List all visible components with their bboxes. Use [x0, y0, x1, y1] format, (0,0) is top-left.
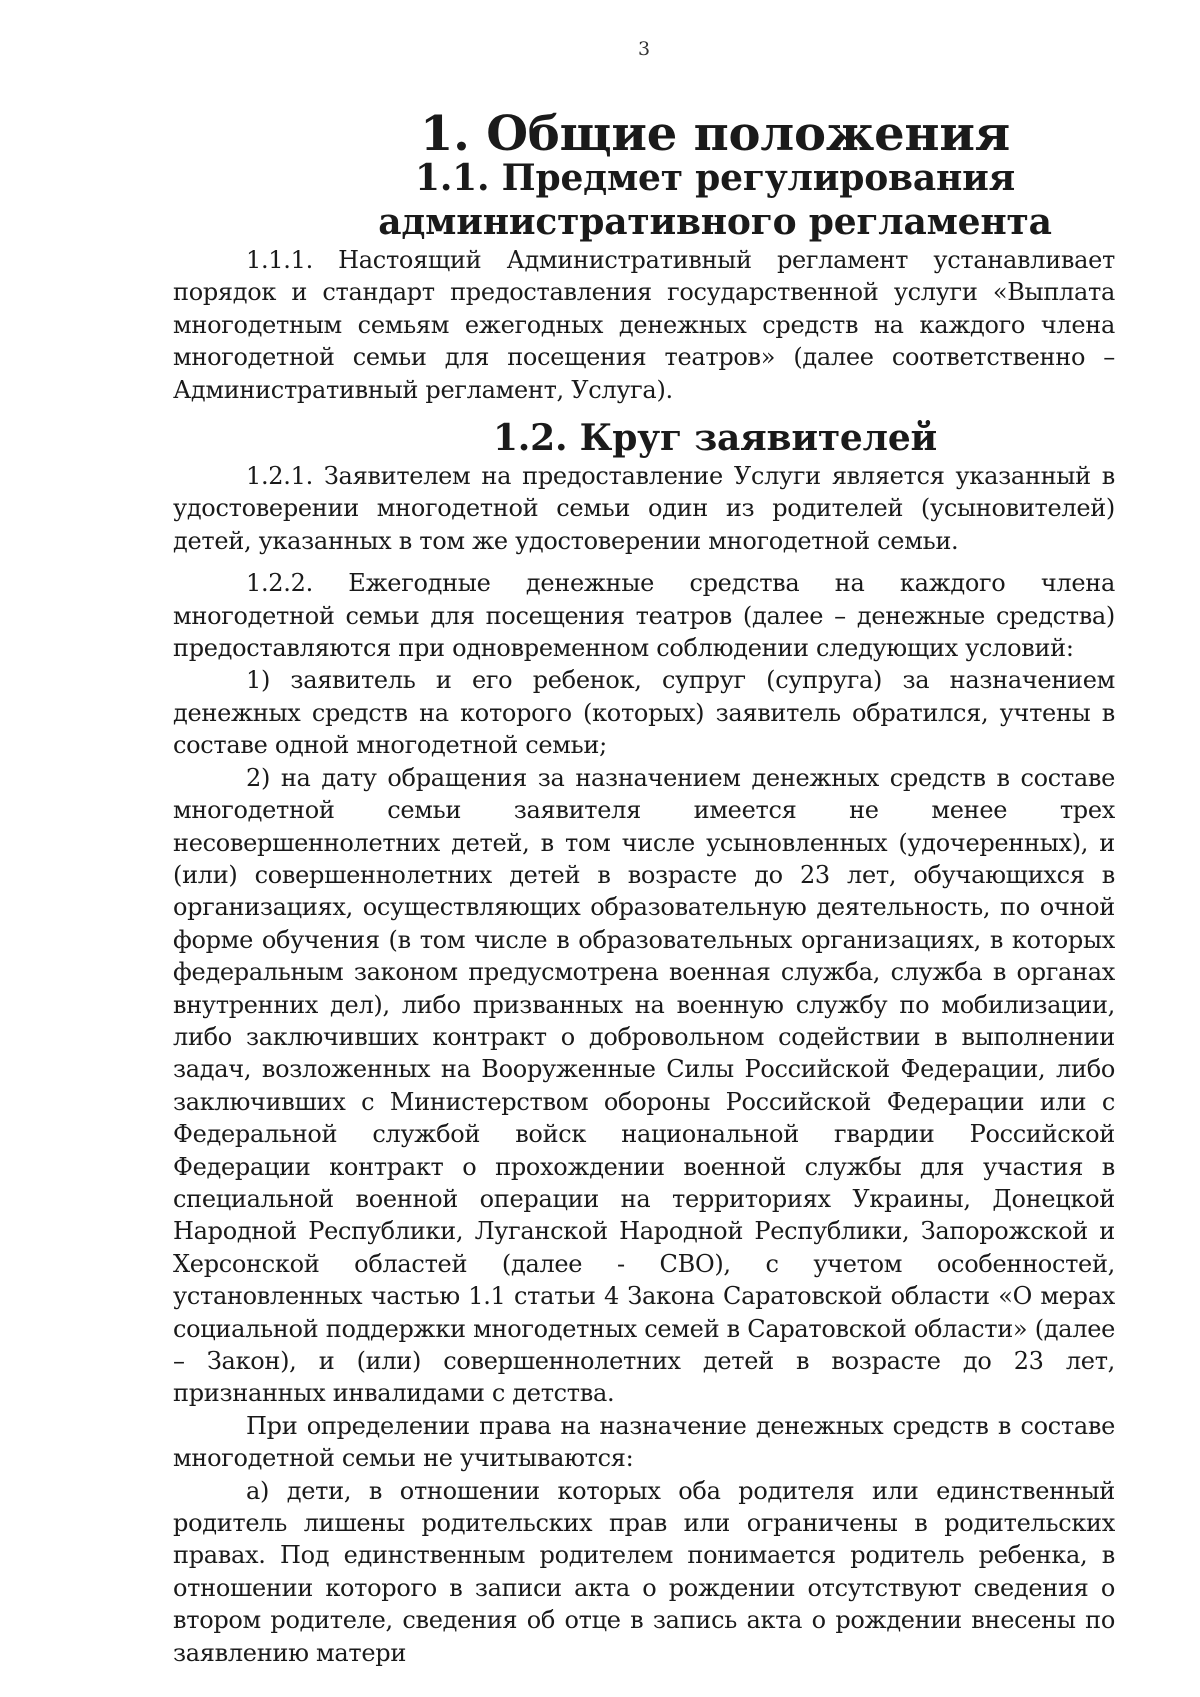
list-item: 2) на дату обращения за назначением денежных средств в составе многодетной семьи заявителя имеется не менее трех несовершеннолетних детей, в том числе усыновленных (удочеренных), и (или) совершеннолетних детей в возрасте до 23 лет, обучающихся в организациях, осуществляющих образовательную деятельность, по очной форме обучения (в том числе в образовательных организациях, в которых федеральным законом предусмотрена военная служба, служба в органах внутренних дел), либо призванных на военную службу по мобилизации, либо заключивших контракт о добровольном содействии в выполнении задач, возложенных на Вооруженные Силы Российской Федерации, либо заключивших с Министерством обороны Российской Федерации или с Федеральной службой войск национальной гвардии Российской Федерации контракт о прохождении военной службы для участия в специальной военной операции на территориях Украины, Донецкой Народной Республики, Луганской Народной Республики, Запорожской и Херсонской областей (далее - СВО), с учетом особенностей, установленных частью 1.1 статьи 4 Закона Саратовской области «О мерах социальной поддержки многодетных семей в Саратовской области» (далее – Закон), и (или) совершеннолетних детей в возрасте до 23 лет, признанных инвалидами с детства. [173, 763, 1115, 1408]
list-item: 1) заявитель и его ребенок, супруг (супруга) за назначением денежных средств на которого (которых) заявитель обратился, учтены в составе одной многодетной семьи; [173, 666, 1115, 760]
paragraph: 1.1.1. Настоящий Административный регламент устанавливает порядок и стандарт предоставления государственной услуги «Выплата многодетным семьям ежегодных денежных средств на каждого члена многодетной семьи для посещения театров» (далее соответственно – Административный регламент, Услуга). [173, 246, 1115, 404]
paragraph: При определении права на назначение денежных средств в составе многодетной семьи не учитываются: [173, 1411, 1115, 1473]
document-body [173, 106, 1115, 1669]
subsection-title: 1.1. Предмет регулирования административного регламента [378, 157, 1052, 243]
subsection-title: 1.2. Круг заявителей [492, 417, 938, 460]
paragraph: 1.2.1. Заявителем на предоставление Услуги является указанный в удостоверении многодетной семьи один из родителей (усыновителей) детей, указанных в том же удостоверении многодетной семьи. [173, 462, 1115, 555]
page-number: 3 [637, 38, 651, 60]
section-title: 1. Общие положения [419, 106, 1011, 162]
list-item: а) дети, в отношении которых оба родителя или единственный родитель лишены родительских прав или ограничены в родительских правах. Под единственным родителем понимается родитель ребенка, в отношении которого в записи акта о рождении отсутствуют сведения о втором родителе, сведения об отце в запись акта о рождении внесены по заявлению матери [173, 1476, 1115, 1667]
paragraph: 1.2.2. Ежегодные денежные средства на каждого члена многодетной семьи для посещения театров (далее – денежные средства) предоставляются при одновременном соблюдении следующих условий: [173, 569, 1115, 663]
